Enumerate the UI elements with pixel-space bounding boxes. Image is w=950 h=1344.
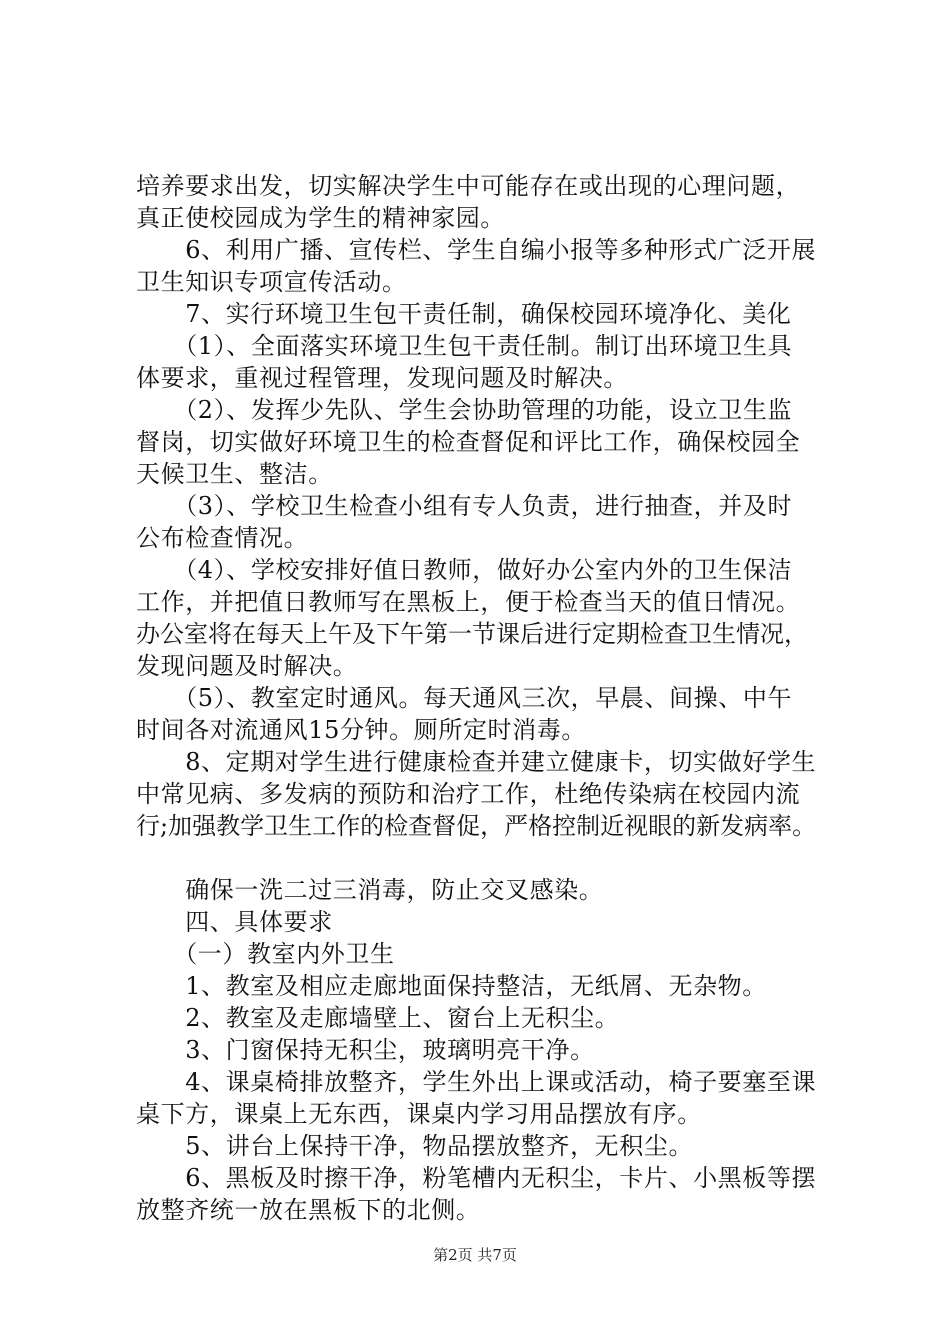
text-line: （1）、全面落实环境卫生包干责任制。制订出环境卫生具 <box>136 332 793 360</box>
text-line: 1、教室及相应走廊地面保持整洁，无纸屑、无杂物。 <box>136 972 767 1000</box>
text-line: 7、实行环境卫生包干责任制，确保校园环境净化、美化 <box>136 300 792 328</box>
page-number-footer: 第2页 共7页 <box>433 1246 517 1264</box>
text-line: 督岗，切实做好环境卫生的检查督促和评比工作，确保校园全 <box>136 428 801 456</box>
text-line: （2）、发挥少先队、学生会协助管理的功能，设立卫生监 <box>136 396 793 424</box>
text-line: 3、门窗保持无积尘，玻璃明亮干净。 <box>136 1036 595 1064</box>
text-line: 时间各对流通风15分钟。厕所定时消毒。 <box>136 716 586 744</box>
text-line: （4）、学校安排好值日教师，做好办公室内外的卫生保洁 <box>136 556 793 584</box>
paragraph-gap <box>136 842 846 874</box>
text-line: 4、课桌椅排放整齐，学生外出上课或活动，椅子要塞至课 <box>136 1068 817 1096</box>
text-line: 8、定期对学生进行健康检查并建立健康卡，切实做好学生 <box>136 748 817 776</box>
section-heading: 四、具体要求 <box>136 908 333 936</box>
text-line: （5）、教室定时通风。每天通风三次，早晨、间操、中午 <box>136 684 793 712</box>
text-line: 办公室将在每天上午及下午第一节课后进行定期检查卫生情况， <box>136 620 808 648</box>
text-line: （3）、学校卫生检查小组有专人负责，进行抽查，并及时 <box>136 492 793 520</box>
subsection-heading: （一）教室内外卫生 <box>136 940 395 968</box>
text-line: 6、黑板及时擦干净，粉笔槽内无积尘，卡片、小黑板等摆 <box>136 1164 817 1192</box>
text-line: 行;加强教学卫生工作的检查督促，严格控制近视眼的新发病率。 <box>136 812 817 840</box>
text-line: 培养要求出发，切实解决学生中可能存在或出现的心理问题， <box>136 172 801 200</box>
text-line: 2、教室及走廊墙壁上、窗台上无积尘。 <box>136 1004 620 1032</box>
text-line: 工作，并把值日教师写在黑板上，便于检查当天的值日情况。 <box>136 588 801 616</box>
text-line: 体要求，重视过程管理，发现问题及时解决。 <box>136 364 628 392</box>
text-line: 天候卫生、整洁。 <box>136 460 333 488</box>
text-line: 桌下方，课桌上无东西，课桌内学习用品摆放有序。 <box>136 1100 702 1128</box>
text-line: 确保一洗二过三消毒，防止交叉感染。 <box>136 876 604 904</box>
text-line: 6、利用广播、宣传栏、学生自编小报等多种形式广泛开展 <box>136 236 817 264</box>
text-line: 真正使校园成为学生的精神家园。 <box>136 204 505 232</box>
text-line: 卫生知识专项宣传活动。 <box>136 268 407 296</box>
text-line: 公布检查情况。 <box>136 524 309 552</box>
text-line: 发现问题及时解决。 <box>136 652 358 680</box>
document-body <box>136 170 846 1226</box>
text-line: 放整齐统一放在黑板下的北侧。 <box>136 1196 481 1224</box>
text-line: 中常见病、多发病的预防和治疗工作，杜绝传染病在校园内流 <box>136 780 801 808</box>
text-line: 5、讲台上保持干净，物品摆放整齐，无积尘。 <box>136 1132 694 1160</box>
